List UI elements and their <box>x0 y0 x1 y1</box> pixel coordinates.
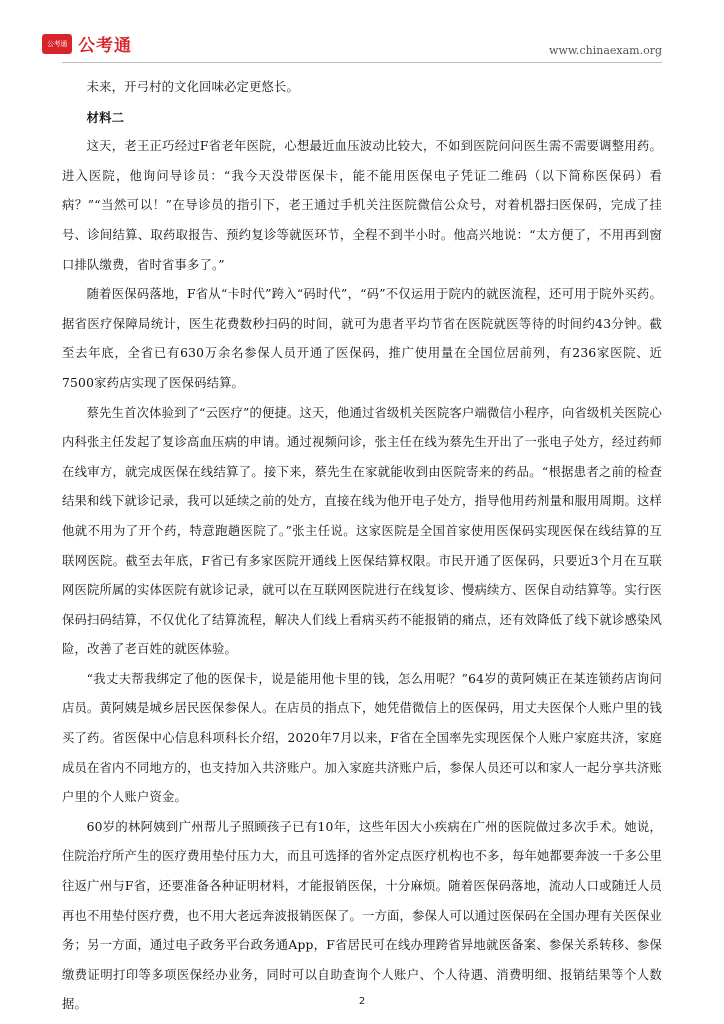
header-divider <box>62 62 662 63</box>
paragraph: 随着医保码落地，F省从“卡时代”跨入“码时代”，“码”不仅运用于院内的就医流程，还可用于院外买药。据省医疗保障局统计，医生花费数秒扫码的时间，就可为患者平均节省在医院就医等待的时间约43分钟。截至去年底，全省已有630万余名参保人员开通了医保码，推广使用量在全国位居前列，有236家医院、近7500家药店实现了医保码结算。 <box>62 287 662 390</box>
paragraph: 蔡先生首次体验到了“云医疗”的便捷。这天，他通过省级机关医院客户端微信小程序，向省级机关医院心内科张主任发起了复诊高血压病的申请。通过视频问诊，张主任在线为蔡先生开出了一张电子处方，经过药师在线审方，就完成医保在线结算了。接下来，蔡先生在家就能收到由医院寄来的药品。“根据患者之前的检查结果和线下就诊记录，我可以延续之前的处方，直接在线为他开电子处方，指导他用药剂量和服用周期。这样他就不用为了开个药，特意跑趟医院了。”张主任说。这家医院是全国首家使用医保码实现医保在线结算的互联网医院。截至去年底，F省已有多家医院开通线上医保结算权限。市民开通了医保码，只要近3个月在互联网医院所属的实体医院有就诊记录，就可以在互联网医院进行在线复诊、慢病续方、医保自动结算等。实行医保码扫码结算，不仅优化了结算流程，解决人们线上看病买药不能报销的痛点，还有效降低了线下就诊感染风险，改善了老百姓的就医体验。 <box>62 405 662 657</box>
page-number: 2 <box>358 996 366 1007</box>
paragraph-intro-tail: 未来，开弓村的文化回味必定更悠长。 <box>86 80 300 94</box>
document-body <box>62 73 662 1020</box>
page-header <box>0 0 724 64</box>
paragraph: 这天，老王正巧经过F省老年医院，心想最近血压波动比较大，不如到医院问问医生需不需要调整用药。进入医院，他询问导诊员：“我今天没带医保卡，能不能用医保电子凭证二维码（以下简称医保码）看病？”“当然可以！”在导诊员的指引下，老王通过手机关注医院微信公众号，对着机器扫医保码，完成了挂号、诊间结算、取药取报告、预约复诊等就医环节，全程不到半小时。他高兴地说：“太方便了，不用再到窗口排队缴费，省时省事多了。” <box>62 139 662 272</box>
logo <box>42 31 132 56</box>
section-title: 材料二 <box>86 109 125 125</box>
paragraph: “我丈夫帮我绑定了他的医保卡，说是能用他卡里的钱，怎么用呢？”64岁的黄阿姨正在某连锁药店询问店员。黄阿姨是城乡居民医保参保人。在店员的指点下，她凭借微信上的医保码，用丈夫医保个人账户里的钱买了药。省医保中心信息科项科长介绍，2020年7月以来，F省在全国率先实现医保个人账户家庭共济，家庭成员在省内不同地方的，也支持加入共济账户。加入家庭共济账户后，参保人员还可以和家人一起分享共济账户里的个人账户资金。 <box>62 671 662 805</box>
site-url: www.chinaexam.org <box>549 44 662 57</box>
logo-text: 公考通 <box>78 36 132 56</box>
paragraph: 60岁的林阿姨到广州帮儿子照顾孩子已有10年，这些年因大小疾病在广州的医院做过多次手术。她说，住院治疗所产生的医疗费用垫付压力大，而且可选择的省外定点医疗机构也不多，每年她都要奔波一千多公里往返广州与F省，还要准备各种证明材料，才能报销医保，十分麻烦。随着医保码落地，流动人口或随迁人员再也不用垫付医疗费，也不用大老远奔波报销医保了。一方面，参保人可以通过医保码在全国办理有关医保业务；另一方面，通过电子政务平台政务通App，F省居民可在线办理跨省异地就医备案、参保关系转移、参保缴费证明打印等多项医保经办业务，同时可以自助查询个人账户、个人待遇、消费明细、报销结果等个人数据。 <box>62 819 662 1012</box>
logo-badge-icon: 公考通 <box>42 34 72 54</box>
